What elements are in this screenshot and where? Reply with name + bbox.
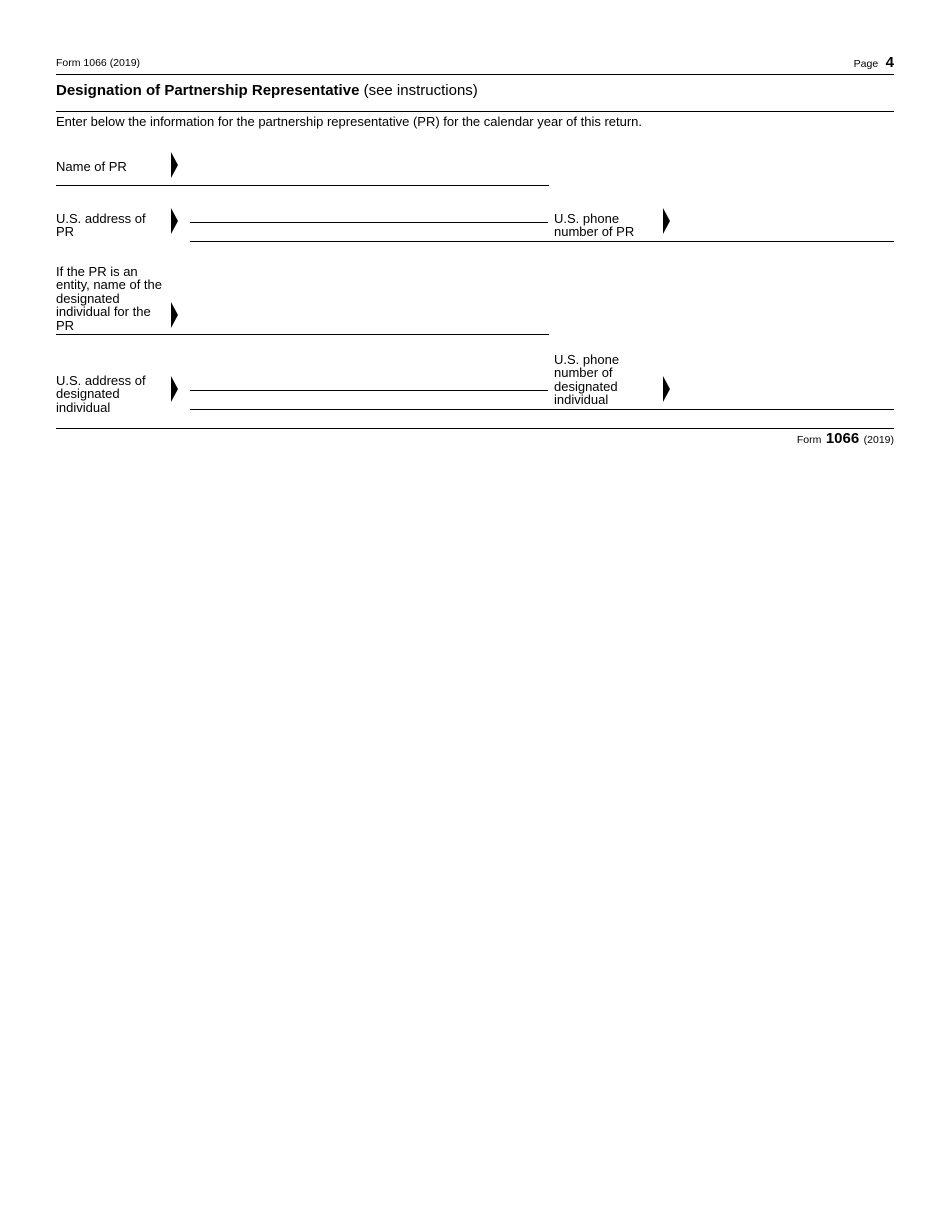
section-title-suffix: (see instructions) (363, 82, 478, 99)
form-header-label: Form 1066 (2019) (56, 57, 141, 69)
page-indicator (854, 54, 894, 72)
section-title-text: Designation of Partnership Representative (56, 82, 360, 99)
form-footer (797, 430, 894, 448)
name-of-pr-label: Name of PR (56, 159, 127, 174)
section-rule (56, 111, 894, 112)
name-of-pr-arrow-icon (171, 152, 178, 178)
us-phone-designated-input[interactable] (684, 390, 890, 406)
form-bottom-rule (56, 428, 894, 429)
page-number: 4 (885, 54, 894, 71)
us-address-pr-input-line2[interactable] (190, 224, 545, 240)
designated-individual-name-input[interactable] (190, 314, 545, 330)
section-title (56, 82, 478, 99)
name-of-pr-input[interactable] (190, 166, 545, 182)
header-rule (56, 74, 894, 75)
us-phone-pr-arrow-icon (663, 208, 670, 234)
us-phone-pr-input[interactable] (684, 222, 890, 238)
us-phone-pr-label: U.S. phone number of PR (554, 211, 635, 240)
us-address-designated-bottom-rule (190, 409, 894, 410)
us-address-designated-label: U.S. address of designated individual (56, 373, 146, 415)
us-address-designated-arrow-icon (171, 376, 178, 402)
designated-individual-name-arrow-icon (171, 302, 178, 328)
us-address-pr-bottom-rule (190, 241, 894, 242)
us-address-pr-line1-rule (190, 222, 548, 223)
us-address-pr-arrow-icon (171, 208, 178, 234)
footer-form-word: Form (796, 434, 822, 446)
us-phone-designated-label: U.S. phone number of designated individual (554, 352, 620, 408)
footer-form-number: 1066 (825, 430, 860, 447)
us-address-designated-input-line1[interactable] (190, 372, 545, 388)
us-address-designated-line1-rule (190, 390, 548, 391)
name-of-pr-bottom-rule (56, 185, 549, 186)
designated-individual-name-label: If the PR is an entity, name of the designated individual for the PR (56, 264, 162, 333)
designated-individual-name-bottom-rule (56, 334, 549, 335)
instructions-text: Enter below the information for the partnership representative (PR) for the calendar year of this return. (56, 114, 643, 129)
footer-year: (2019) (863, 434, 894, 446)
page-label: Page (853, 58, 879, 70)
us-address-designated-input-line2[interactable] (190, 392, 545, 408)
us-phone-designated-arrow-icon (663, 376, 670, 402)
us-address-pr-input-line1[interactable] (190, 204, 545, 220)
us-address-pr-label: U.S. address of PR (56, 211, 146, 240)
